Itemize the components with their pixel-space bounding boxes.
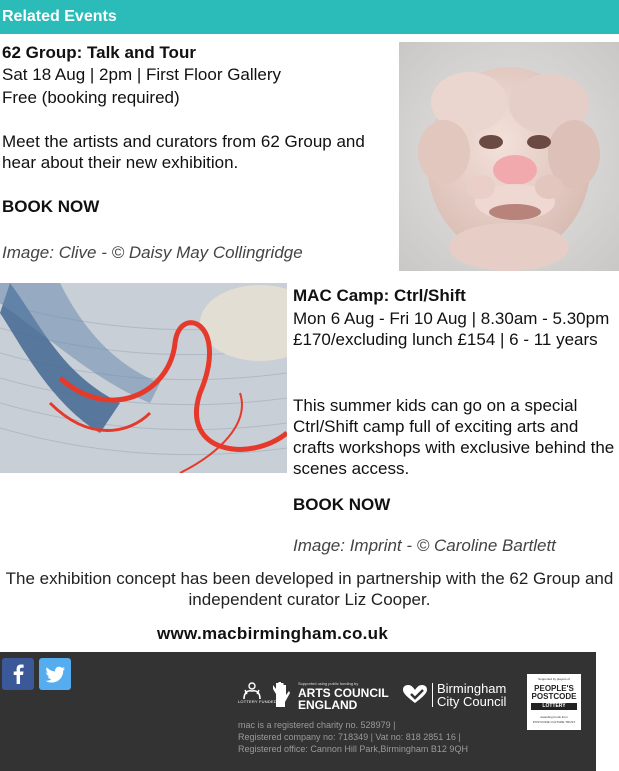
birmingham-divider: [432, 683, 433, 707]
event1-image-caption: Image: Clive - © Daisy May Collingridge: [2, 243, 303, 262]
ppl-title: [529, 685, 579, 701]
website-link[interactable]: www.macbirmingham.co.uk: [157, 624, 389, 643]
event1-price: Free (booking required): [2, 88, 180, 107]
arts-council-hand-icon: [270, 680, 292, 708]
ppl-foot-line2: POSTCODE CULTURE TRUST: [532, 720, 576, 724]
event2-title: MAC Camp: Ctrl/Shift: [293, 286, 466, 305]
event2-details: Mon 6 Aug - Fri 10 Aug | 8.30am - 5.30pm £170/excluding lunch £154 | 6 - 11 years: [293, 309, 610, 349]
twitter-icon[interactable]: [39, 658, 71, 690]
ppl-footer-text: [529, 715, 579, 725]
birmingham-name: Birmingham: [437, 681, 507, 696]
section-title: Related Events: [2, 8, 117, 25]
exhibition-concept-text: The exhibition concept has been developed in partnership with the 62 Group and independent curator Liz Cooper.: [5, 569, 614, 609]
event2-description: This summer kids can go on a special Ctrl/Shift camp full of exciting arts and crafts workshops with exclusive behind the scenes access.: [293, 396, 615, 478]
event2-book-now-link[interactable]: BOOK NOW: [293, 495, 391, 514]
ppl-lottery-band: LOTTERY: [531, 703, 577, 710]
event2-image-caption: Image: Imprint - © Caroline Bartlett: [293, 536, 556, 555]
birmingham-heart-icon: [402, 684, 428, 704]
charity-line: Registered office: Cannon Hill Park,Birmingham B12 9QH: [238, 744, 468, 754]
lottery-funded-label: LOTTERY FUNDED: [238, 699, 277, 704]
facebook-icon[interactable]: [2, 658, 34, 690]
ppl-title-line2: POSTCODE: [531, 692, 577, 701]
arts-council-name: [298, 687, 389, 711]
charity-registration-text: [238, 719, 468, 755]
event1-book-now-link[interactable]: BOOK NOW: [2, 197, 100, 216]
event1-title: 62 Group: Talk and Tour: [2, 43, 196, 62]
event1-date: Sat 18 Aug | 2pm | First Floor Gallery: [2, 65, 282, 84]
arts-council-support-text: Supported using public funding by: [298, 681, 359, 686]
arts-council-line1: ARTS COUNCIL: [298, 686, 389, 700]
ppl-support-text: Supported by players of: [538, 677, 570, 681]
imprint-artwork-image: [0, 283, 287, 473]
birmingham-city-council: City Council: [437, 694, 507, 709]
related-events-header: [0, 0, 619, 34]
footer: [0, 652, 596, 771]
clive-artwork-image: [399, 42, 619, 271]
arts-council-line2: ENGLAND: [298, 698, 358, 712]
lottery-hands-icon: [240, 682, 264, 700]
ppl-title-line1: PEOPLE'S: [534, 684, 574, 693]
charity-line: mac is a registered charity no. 528979 |: [238, 720, 396, 730]
charity-line: Registered company no: 718349 | Vat no: 818 2851 16 |: [238, 732, 461, 742]
event1-description: Meet the artists and curators from 62 Group and hear about their new exhibition.: [2, 132, 365, 172]
ppl-foot-line1: Awarding funds from: [540, 715, 568, 719]
